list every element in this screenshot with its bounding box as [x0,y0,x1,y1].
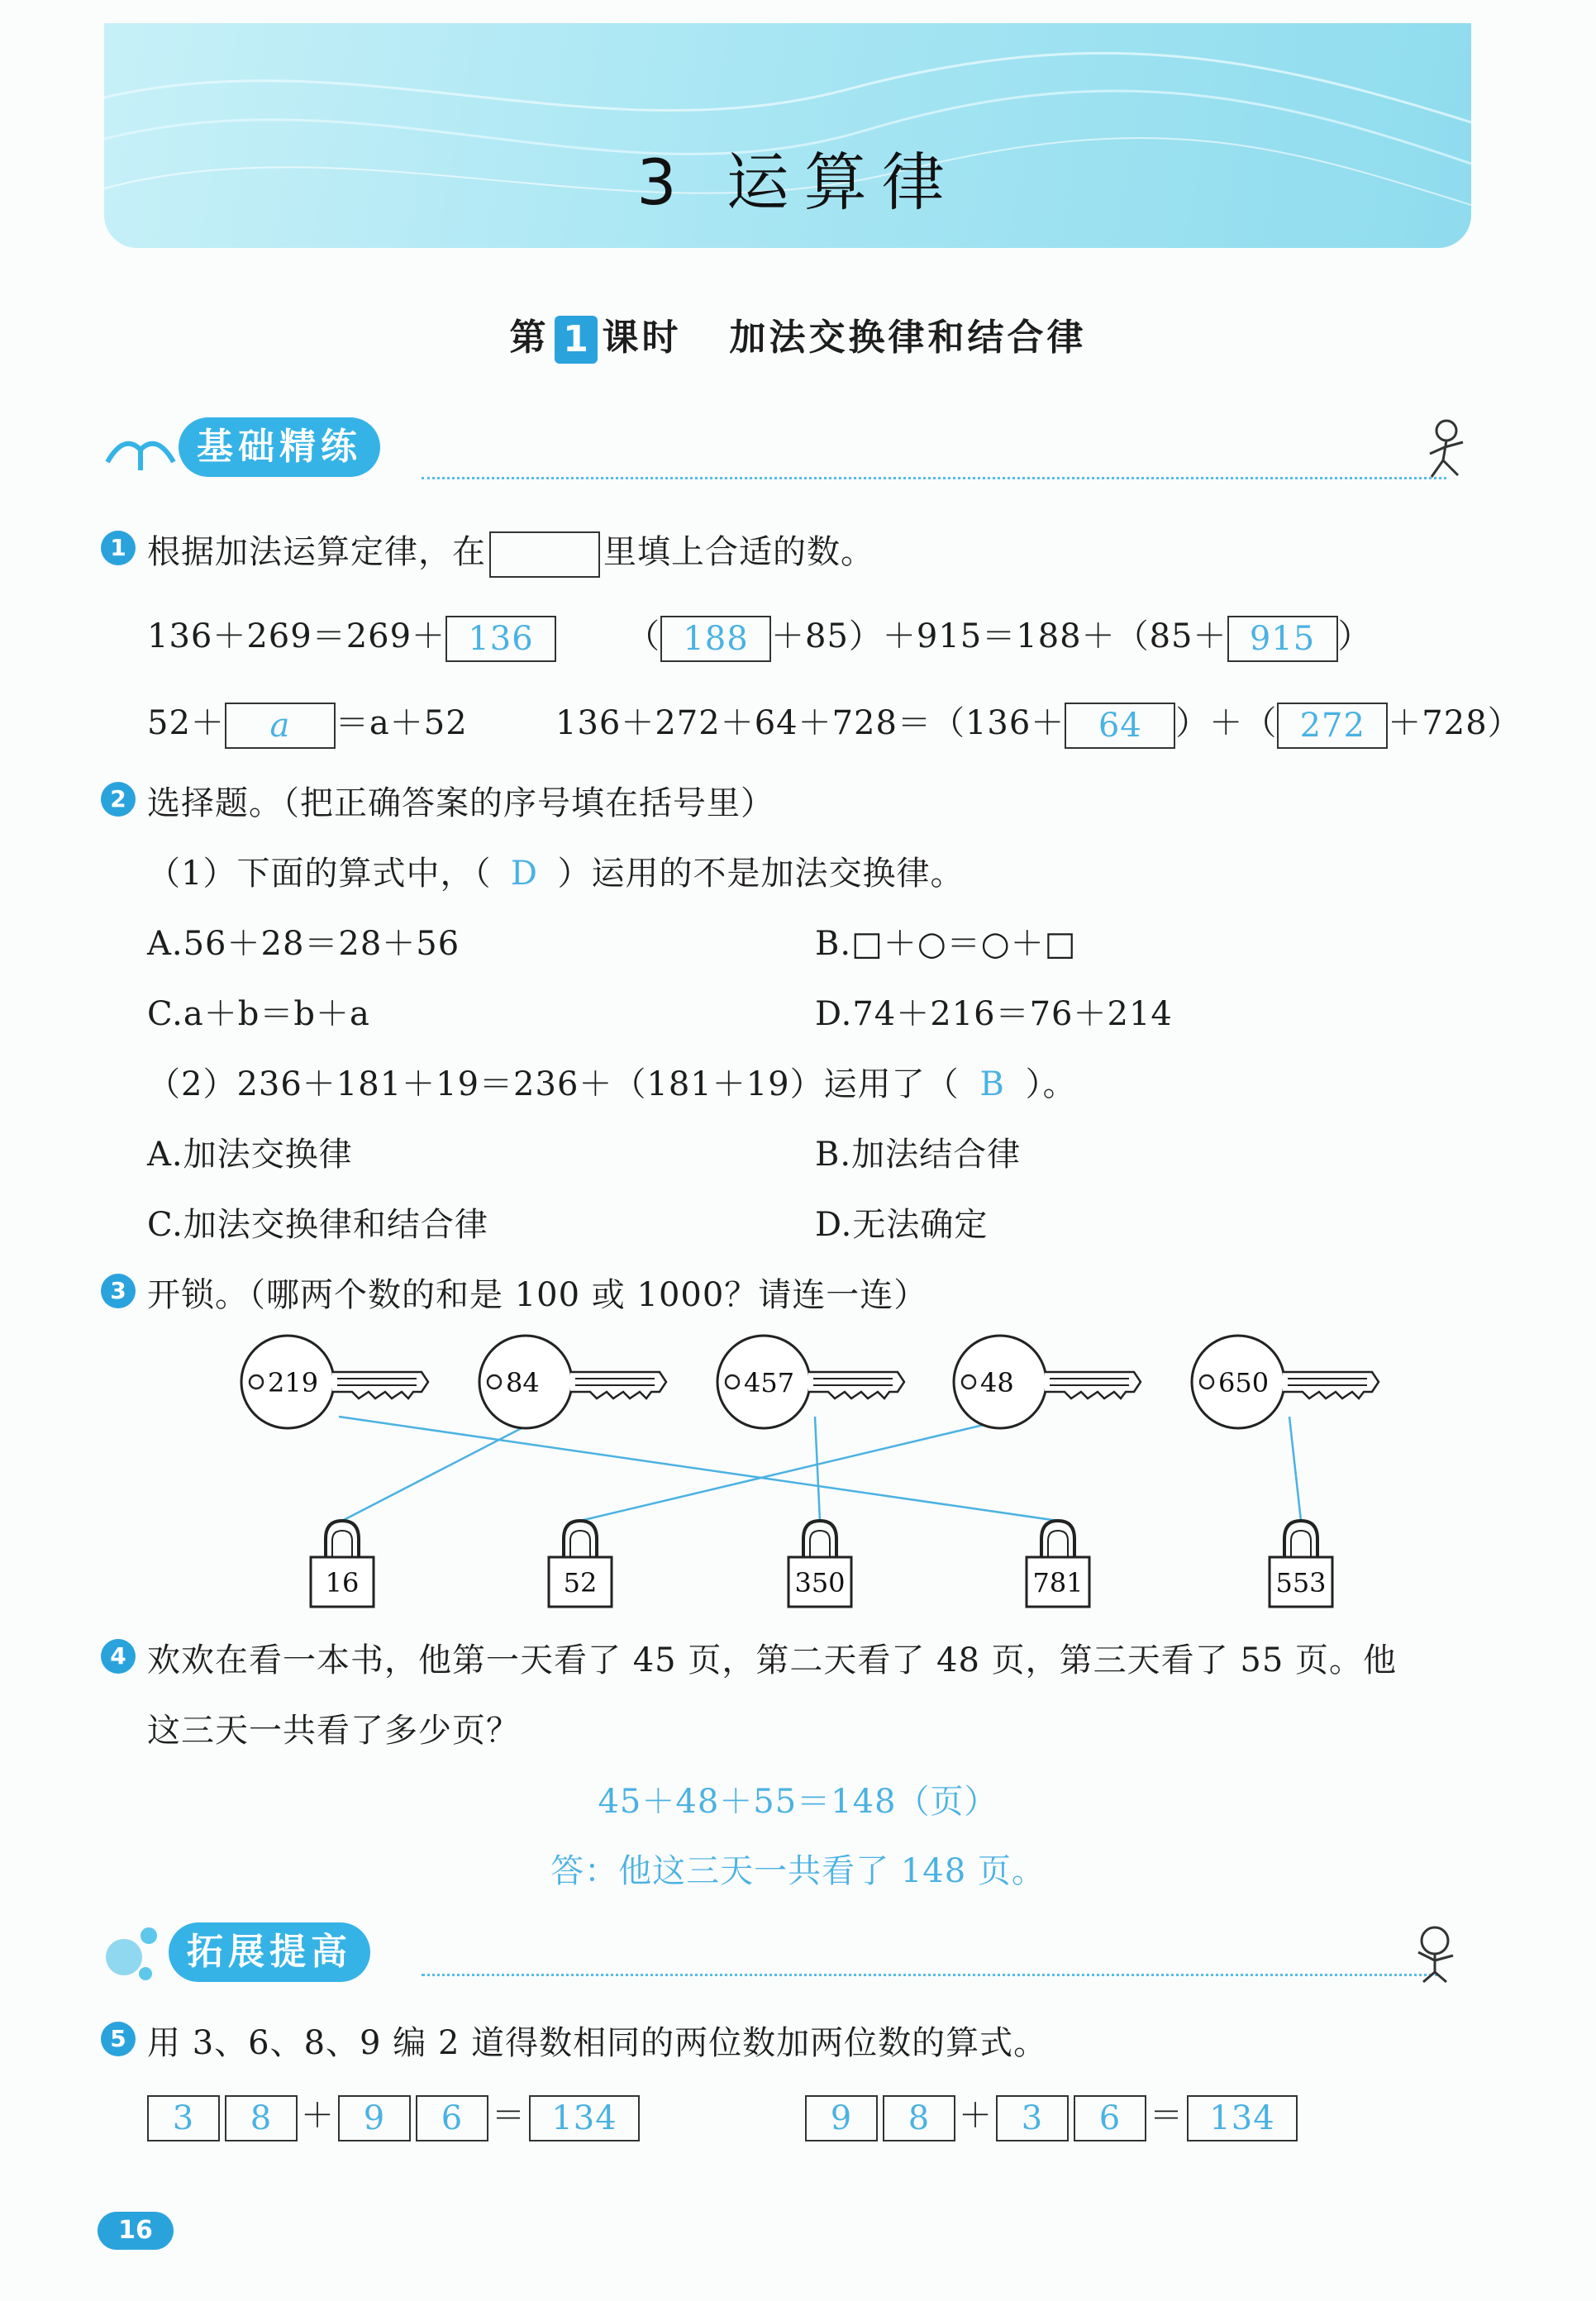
equals-sign: ＝ [1150,2097,1184,2135]
question-5-prompt: 用 3、6、8、9 编 2 道得数相同的两位数加两位数的算式。 [147,2024,1048,2062]
key-number: 48 [980,1367,1014,1398]
lock-shackle-inner [332,1531,352,1557]
q1-line2-right [555,697,1522,749]
question-3-number: 3 [101,1274,136,1308]
sum-box[interactable]: 134 [529,2095,640,2141]
question-2-number: 2 [101,782,136,817]
lock-shackle [1041,1521,1074,1557]
answer-box[interactable]: 272 [1277,703,1388,749]
section-basic-header [99,417,1471,484]
prompt-text: 里填上合适的数。 [603,533,874,571]
question-text: ）。 [1025,1065,1077,1103]
lock-shackle-inner [1291,1531,1311,1557]
thinking-figure-icon [1405,1919,1471,1985]
option-a: A.加法交换律 [147,1136,353,1174]
answer-box[interactable]: a [225,703,336,749]
lock-number: 350 [794,1567,846,1598]
equation-text: 136＋269＝269＋ [147,617,446,655]
chapter-title: 3 运算律 [636,145,960,219]
equation-text: 136＋272＋64＋728＝（136＋ [555,704,1065,742]
option-d: D.74＋216＝76＋214 [815,995,1173,1033]
question-3-prompt: 开锁。（哪两个数的和是 100 或 1000？请连一连） [147,1276,928,1314]
prompt-text: 根据加法运算定律，在 [147,533,486,571]
digit-box[interactable]: 9 [805,2095,878,2141]
lock-shackle-inner [570,1531,590,1557]
equation-text: （ [626,617,660,655]
lock-16[interactable] [311,1521,374,1607]
question-1-prompt [147,526,874,578]
digit-box[interactable]: 8 [883,2095,955,2141]
question-4-line1: 欢欢在看一本书，他第一天看了 45 页，第二天看了 48 页，第三天看了 55 页。他 [147,1641,1397,1679]
lock-number: 553 [1275,1567,1327,1598]
question-2-prompt: 选择题。（把正确答案的序号填在括号里） [147,784,774,822]
digit-box[interactable]: 9 [338,2095,411,2141]
q1-line1-right [626,610,1372,662]
lock-number: 16 [325,1567,360,1598]
equation-text: ＝a＋52 [335,704,468,742]
option-b: B.加法结合律 [815,1136,1022,1174]
lock-shackle [564,1521,597,1557]
equation-text: 52＋ [147,704,225,742]
lock-shackle [326,1521,359,1557]
question-4-line2: 这三天一共看了多少页？ [147,1712,520,1750]
choice-answer[interactable]: D [510,855,538,893]
option-c: C.a＋b＝b＋a [147,995,370,1033]
lesson-prefix: 第 [509,317,550,359]
option-c: C.加法交换律和结合律 [147,1206,488,1244]
section-basic-label: 基础精练 [179,417,380,477]
blank-box-example [489,531,600,578]
answer-box[interactable]: 136 [445,616,556,662]
lesson-number: 1 [555,316,598,364]
key-219[interactable] [241,1336,428,1428]
section-extend-header [99,1919,1471,1985]
lock-350[interactable] [788,1521,851,1607]
sum-box[interactable]: 134 [1187,2095,1298,2141]
section-divider [422,1974,1438,1976]
page-number: 16 [98,2212,174,2250]
question-1-number: 1 [101,531,136,565]
equation-text: ＋728） [1388,704,1522,742]
question-text: （1）下面的算式中，（ [147,855,492,893]
q5-equation-1 [147,2089,640,2141]
choice-answer[interactable]: B [979,1065,1005,1103]
question-4-number: 4 [101,1639,136,1674]
key-84[interactable] [479,1336,666,1428]
key-number: 219 [268,1367,319,1398]
q2-sub1 [147,847,964,894]
lock-number: 781 [1032,1567,1084,1598]
lock-shackle [803,1521,836,1557]
q2-sub2 [147,1058,1077,1105]
section-divider [422,477,1446,479]
lesson-name: 加法交换律和结合律 [729,317,1087,359]
lock-shackle-inner [1048,1531,1068,1557]
section-extend-label: 拓展提高 [169,1922,370,1982]
equation-text: ） [1337,617,1372,655]
option-b: B.□＋○＝○＋□ [815,925,1077,963]
q1-line2-left [147,697,468,749]
q5-equation-2 [805,2089,1298,2141]
answer-box[interactable]: 188 [660,616,771,662]
key-number: 84 [506,1367,540,1398]
key-650[interactable] [1192,1336,1379,1428]
lock-number: 52 [563,1567,598,1598]
plus-sign: ＋ [959,2097,993,2135]
key-number: 650 [1218,1367,1270,1398]
digit-box[interactable]: 3 [996,2095,1069,2141]
equals-sign: ＝ [492,2097,526,2135]
equation-text: ＋85）＋915＝188＋（85＋ [771,617,1227,655]
key-457[interactable] [717,1336,904,1428]
match-line[interactable] [1289,1417,1301,1521]
sprout-icon [99,429,182,470]
lock-52[interactable] [549,1521,612,1607]
running-figure-icon [1422,417,1471,484]
q4-answer: 答：他这三天一共看了 148 页。 [550,1852,1046,1890]
question-text: （2）236＋181＋19＝236＋（181＋19）运用了（ [147,1065,960,1103]
plus-sign: ＋ [301,2097,335,2135]
lock-781[interactable] [1027,1521,1089,1607]
option-d: D.无法确定 [815,1206,989,1244]
q4-working: 45＋48＋55＝148（页） [598,1783,998,1821]
match-line[interactable] [815,1417,820,1521]
lesson-title [0,307,1596,364]
key-number: 457 [744,1367,795,1398]
lesson-suffix: 课时 [602,317,682,359]
question-text: ）运用的不是加法交换律。 [557,855,965,893]
answer-box[interactable]: 915 [1227,616,1338,662]
answer-box[interactable]: 64 [1065,703,1175,749]
digit-box[interactable]: 3 [147,2095,220,2141]
digit-box[interactable]: 8 [225,2095,298,2141]
lock-shackle-inner [810,1531,830,1557]
key-48[interactable] [954,1336,1141,1428]
equation-text: ）＋（ [1175,704,1278,742]
question-5-number: 5 [101,2022,136,2056]
lock-553[interactable] [1270,1521,1332,1607]
lock-shackle [1284,1521,1317,1557]
option-a: A.56＋28＝28＋56 [147,925,460,963]
digit-box[interactable]: 6 [1074,2095,1146,2141]
key-lock-matching-area [0,1322,1596,1620]
digit-box[interactable]: 6 [416,2095,488,2141]
q1-line1-left [147,610,556,662]
